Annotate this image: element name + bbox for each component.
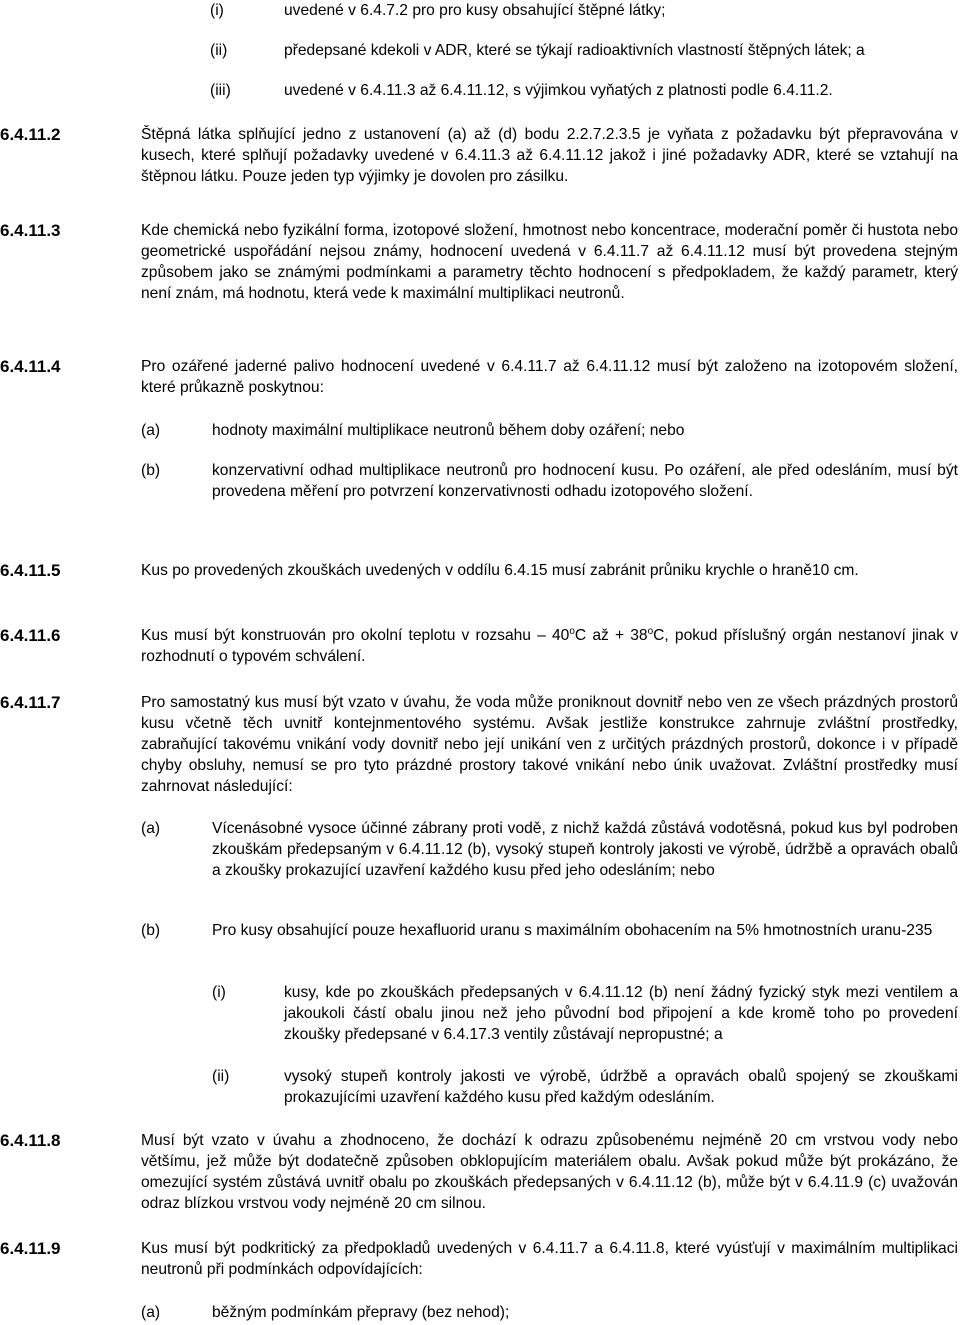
degree-superscript: o (647, 625, 654, 637)
section-text: Kus musí být podkritický za předpokladů uvedených v 6.4.11.7 a 6.4.11.8, které vyúsťují v maximálním multiplikaci neutronů při podmínkách odpovídajících: (141, 1240, 958, 1278)
section-number: 6.4.11.3 (0, 221, 61, 240)
list-item-text: vysoký stupeň kontroly jakosti ve výrobě, údržbě a opravách obalů spojený se zkouškami prokazujícími uzavření každého kusu před každým odesláním. (284, 1068, 958, 1106)
section-text: Štěpná látka splňující jedno z ustanovení (a) až (d) bodu 2.2.7.2.3.5 je vyňata z požadavku být přepravována v kusech, které splňují požadavky uvedené v 6.4.11.3 až 6.4.11.12 jakož i jiné požadavky ADR, které se vztahují na štěpnou látku. Pouze jeden typ výjimky je dovolen pro zásilku. (141, 126, 958, 185)
section-text-part: C, pokud příslušný orgán nestanoví jinak v rozhodnutí o typovém schválení. (141, 627, 958, 665)
section-number: 6.4.11.7 (0, 693, 61, 712)
list-item-text: Pro kusy obsahující pouze hexafluorid uranu s maximálním obohacením na 5% hmotnostních uranu-235 (212, 922, 933, 939)
list-item-number: (ii) (212, 1068, 230, 1085)
list-item-text: hodnoty maximální multiplikace neutronů během doby ozáření; nebo (212, 422, 685, 439)
list-item-text: konzervativní odhad multiplikace neutronů pro hodnocení kusu. Po ozáření, ale před odesláním, musí být provedena měření pro potvrzení konzervativnosti odhadu izotopového složení. (212, 462, 958, 500)
section-text: Pro samostatný kus musí být vzato v úvahu, že voda může proniknout dovnitř nebo ven ze všech prázdných prostorů kusu včetně těch uvnitř kontejnmentového systému. Avšak jestliže konstrukce zahrnuje zvláštní prostředky, zabraňující takovému vnikání vody dovnitř nebo její unikání ven z určitých prázdných prostorů, dokonce i v případě chyby obsluhy, nemusí se pro tyto prázdné prostory takové vnikání nebo únik uvažovat. Zvláštní prostředky musí zahrnovat následující: (141, 694, 958, 795)
section-number: 6.4.11.6 (0, 626, 61, 645)
list-item-number: (b) (141, 922, 161, 939)
list-item-number: (ii) (210, 42, 228, 59)
section-text: Musí být vzato v úvahu a zhodnoceno, že dochází k odrazu způsobenému nejméně 20 cm vrstvou vody nebo většímu, jež může být dodatečně způsoben obklopujícím materiálem obalu. Avšak pokud může být prokázáno, že omezující systém zůstává uvnitř obalu po zkouškách předepsaných v 6.4.11.12 (b), může být v 6.4.11.9 (c) uvažován odraz blízkou vrstvou vody nejméně 20 cm silnou. (141, 1132, 958, 1212)
section-text-part: Kus musí být konstruován pro okolní teplotu v rozsahu – 40 (141, 627, 570, 644)
list-item-text: kusy, kde po zkouškách předepsaných v 6.4.11.12 (b) není žádný fyzický styk mezi ventilem a jakoukoli částí obalu jinou než jeho původní bod připojení a kde kromě toho po provedení zkoušky předepsané v 6.4.17.3 ventily zůstávají nepropustné; a (284, 984, 958, 1043)
section-text: Pro ozářené jaderné palivo hodnocení uvedené v 6.4.11.7 až 6.4.11.12 musí být založeno na izotopovém složení, které průkazně poskytnou: (141, 358, 958, 396)
list-item-number: (a) (141, 1304, 161, 1321)
section-text: Kde chemická nebo fyzikální forma, izotopové složení, hmotnost nebo koncentrace, moderační poměr či hustota nebo geometrické uspořádání nejsou známy, hodnocení uvedená v 6.4.11.7 až 6.4.11.12 musí být provedena stejným způsobem jako se známými podmínkami a parametry těchto hodnocení s předpokladem, že každý parametr, který není znám, má hodnotu, která vede k maximální multiplikaci neutronů. (141, 222, 958, 302)
list-item-text: běžným podmínkám přepravy (bez nehod); (212, 1304, 510, 1321)
section-text-part: C až + 38 (574, 627, 648, 644)
section-number: 6.4.11.2 (0, 125, 61, 144)
list-item-text: uvedené v 6.4.7.2 pro pro kusy obsahující štěpné látky; (284, 2, 666, 19)
list-item-text: uvedené v 6.4.11.3 až 6.4.11.12, s výjimkou vyňatých z platnosti podle 6.4.11.2. (284, 82, 833, 99)
section-number: 6.4.11.4 (0, 357, 61, 376)
list-item-text: předepsané kdekoli v ADR, které se týkají radioaktivních vlastností štěpných látek; a (284, 42, 865, 59)
list-item-number: (a) (141, 820, 161, 837)
list-item-number: (i) (212, 984, 226, 1001)
list-item-number: (a) (141, 422, 161, 439)
section-number: 6.4.11.8 (0, 1131, 61, 1150)
section-number: 6.4.11.5 (0, 561, 61, 580)
section-text (141, 625, 958, 667)
list-item-text: Vícenásobné vysoce účinné zábrany proti vodě, z nichž každá zůstává vodotěsná, pokud kus byl podroben zkouškám předepsaným v 6.4.11.12 (b), vysoký stupeň kontroly jakosti ve výrobě, údržbě a opravách obalů a zkoušky prokazující uzavření každého kusu před jeho odesláním; nebo (212, 820, 958, 879)
list-item-number: (b) (141, 462, 161, 479)
list-item-number: (i) (210, 2, 224, 19)
list-item-number: (iii) (210, 82, 231, 99)
section-number: 6.4.11.9 (0, 1239, 61, 1258)
section-text: Kus po provedených zkouškách uvedených v oddílu 6.4.15 musí zabránit průniku krychle o hraně10 cm. (141, 562, 859, 579)
degree-superscript: o (569, 625, 575, 637)
